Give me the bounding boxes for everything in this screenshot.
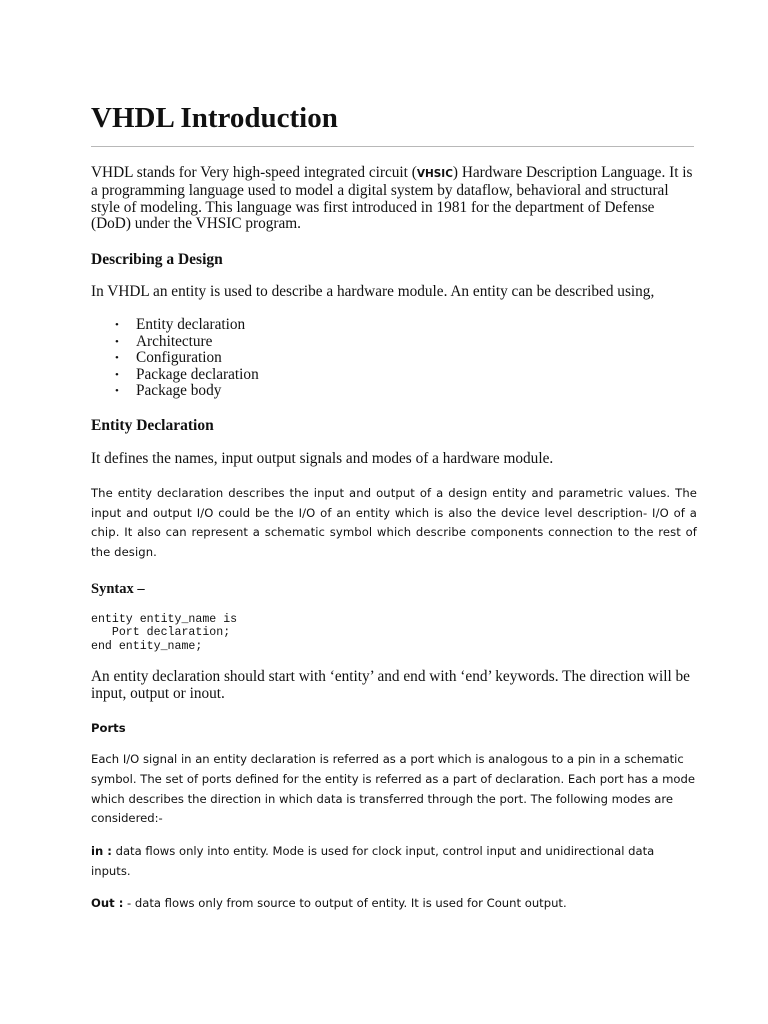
intro-text-before: VHDL stands for Very high-speed integrated circuit ( — [91, 164, 417, 181]
mode-in-paragraph — [91, 842, 697, 882]
describing-paragraph: In VHDL an entity is used to describe a hardware module. An entity can be described using, — [91, 283, 655, 300]
intro-paragraph — [91, 165, 697, 233]
ports-paragraph: Each I/O signal in an entity declaration is referred as a port which is analogous to a pin in a schematic symbol. The set of ports defined for the entity is referred as a part of declaration. Each port has a mode which describes the direction in which data is transferred through the port. The following modes are considered:- — [91, 752, 696, 826]
list-item — [91, 334, 259, 351]
mode-out-text: - data flows only from source to output of entity. It is used for Count output. — [123, 896, 567, 910]
syntax-code-block: entity entity_name is Port declaration; end entity_name; — [91, 613, 238, 653]
list-item-label: Package declaration — [136, 365, 259, 383]
intro-text-after: ) Hardware Description Language. It is a programming language used to model a digital system by dataflow, behavioral and structural style of modeling. This language was first introduced in 1981 for the department of Defense (DoD) under the VHSIC program. — [91, 164, 693, 233]
vhsic-acronym: VHSIC — [416, 168, 453, 180]
page-title: VHDL Introduction — [91, 102, 338, 134]
bullet-icon: • — [115, 352, 119, 364]
mode-in-text: data flows only into entity. Mode is used for clock input, control input and unidirectional data inputs. — [91, 844, 655, 878]
list-item — [91, 350, 259, 367]
ports-heading: Ports — [91, 721, 126, 735]
list-item — [91, 383, 259, 400]
bullet-icon: • — [115, 368, 119, 381]
bullet-icon: • — [115, 335, 119, 348]
title-divider — [91, 146, 694, 147]
list-item-label: Architecture — [136, 332, 213, 350]
syntax-heading: Syntax – — [91, 581, 145, 597]
entity-keywords-paragraph: An entity declaration should start with ‘entity’ and end with ‘end’ keywords. The direction will be input, output or inout. — [91, 668, 690, 702]
mode-out-label: Out : — [91, 896, 124, 910]
list-item-label: Entity declaration — [136, 316, 246, 333]
list-item — [91, 367, 259, 384]
describing-list — [91, 317, 259, 400]
entity-description-paragraph: The entity declaration describes the input and output of a design entity and parametric values. The input and output I/O could be the I/O of an entity which is also the device level description- I/O of a chip. It also can represent a schematic symbol which describe components connection to the rest of the design. — [91, 486, 697, 559]
mode-out-paragraph — [91, 894, 697, 914]
list-item-label: Configuration — [136, 349, 222, 366]
list-item — [91, 317, 259, 334]
entity-definition-paragraph: It defines the names, input output signals and modes of a hardware module. — [91, 450, 554, 467]
section-heading-describing: Describing a Design — [91, 251, 223, 268]
mode-in-label: in : — [91, 844, 112, 858]
bullet-icon: • — [115, 319, 119, 331]
list-item-label: Package body — [136, 382, 222, 399]
section-heading-entity-declaration: Entity Declaration — [91, 417, 214, 434]
bullet-icon: • — [115, 385, 119, 397]
